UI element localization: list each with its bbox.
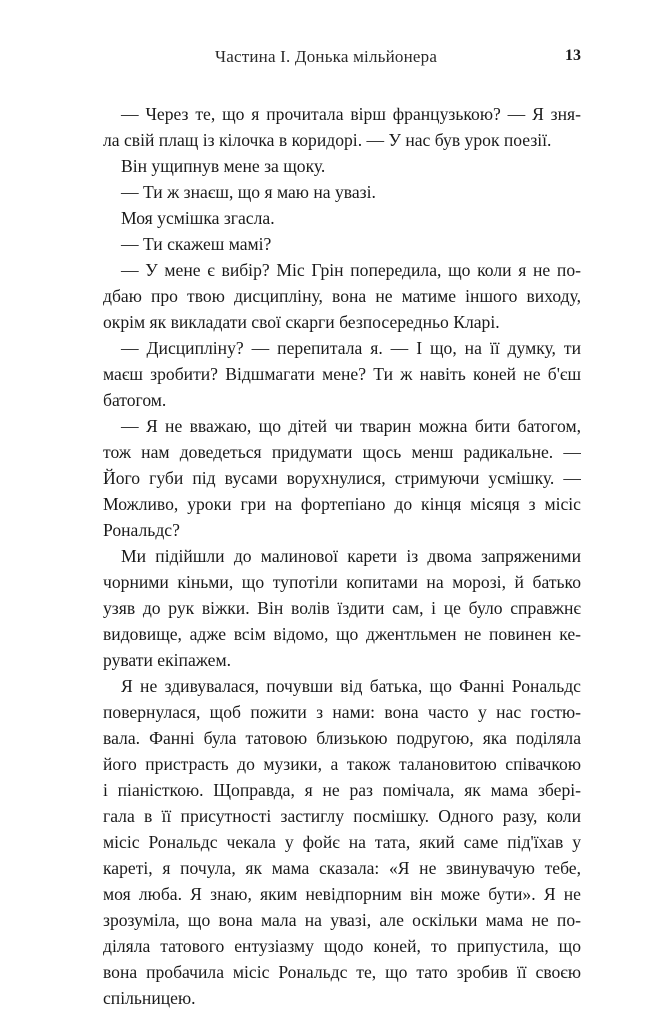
- text-line: повернулася, щоб пожити з нами: вона часто у нас гостю-: [103, 702, 581, 722]
- running-header: [103, 47, 581, 71]
- text-line: зрозуміла, що вона мала на увазі, але оскільки мама не по-: [103, 910, 581, 930]
- text-line: — Через те, що я прочитала вірш французькою? — Я зня-: [121, 104, 581, 124]
- text-line: — Ти скажеш мамі?: [121, 234, 272, 254]
- text-line: маєш зробити? Відшмагати мене? Ти ж навіть коней не б'єш: [103, 364, 581, 384]
- body-text: [103, 101, 581, 1011]
- text-line: вона пробачила місіс Рональдс те, що тато зробив її своєю: [103, 962, 581, 982]
- text-line: тож нам доведеться придумати щось менш радикальне. —: [103, 442, 581, 462]
- text-line: кареті, я почула, як мама сказала: «Я не звинувачую тебе,: [103, 858, 581, 878]
- text-line: і піаністкою. Щоправда, я не раз помічала, як мама зберi-: [103, 780, 581, 800]
- text-line: Рональдс?: [103, 520, 180, 540]
- text-line: Ми підійшли до малинової карети із двома запряженими: [121, 546, 581, 566]
- text-line: рувати екіпажем.: [103, 650, 232, 670]
- text-line: моя люба. Я знаю, яким невідпорним він може бути». Я не: [103, 884, 581, 904]
- text-line: діляла татового ентузіазму щодо коней, то припустила, що: [103, 936, 581, 956]
- text-line: спільницею.: [103, 988, 196, 1008]
- text-line: видовище, адже всім відомо, що джентльмен не повинен ке-: [103, 624, 581, 644]
- chapter-title: Частина I. Донька мільйонера: [215, 47, 438, 66]
- text-line: гала в її присутності застиглу посмішку. Одного разу, коли: [103, 806, 581, 826]
- text-line: — Я не вважаю, що дітей чи тварин можна бити батогом,: [121, 416, 581, 436]
- page-number: 13: [565, 47, 581, 64]
- text-line: місіс Рональдс чекала у фойє на тата, який саме під'їхав у: [103, 832, 581, 852]
- text-line: Він ущипнув мене за щоку.: [121, 156, 326, 176]
- text-line: батогом.: [103, 390, 167, 410]
- text-line: ла свій плащ із кілочка в коридорі. — У нас був урок поезії.: [103, 130, 552, 150]
- text-line: узяв до рук віжки. Він волів їздити сам, і це було справжнє: [103, 598, 581, 618]
- text-line: Його губи під вусами ворухнулися, стримуючи усмішку. —: [103, 468, 581, 488]
- text-line: Я не здивувалася, почувши від батька, що Фанні Рональдс: [121, 676, 581, 696]
- text-line: — Ти ж знаєш, що я маю на увазі.: [121, 182, 376, 202]
- text-line: Можливо, уроки гри на фортепіано до кінця місяця з місіс: [103, 494, 581, 514]
- text-line: чорними кіньми, що тупотіли копитами на морозі, й батько: [103, 572, 581, 592]
- text-line: — Дисципліну? — перепитала я. — І що, на її думку, ти: [121, 338, 581, 358]
- text-line: його пристрасть до музики, а також талановитою співачкою: [103, 754, 581, 774]
- text-line: Моя усмішка згасла.: [121, 208, 275, 228]
- text-line: вала. Фанні була татовою близькою подругою, яка поділяла: [103, 728, 581, 748]
- text-line: — У мене є вибір? Міс Грін попередила, що коли я не по-: [121, 260, 581, 280]
- text-line: дбаю про твою дисципліну, вона не матиме іншого виходу,: [103, 286, 581, 306]
- text-line: окрім як викладати свої скарги безпосередньо Кларі.: [103, 312, 500, 332]
